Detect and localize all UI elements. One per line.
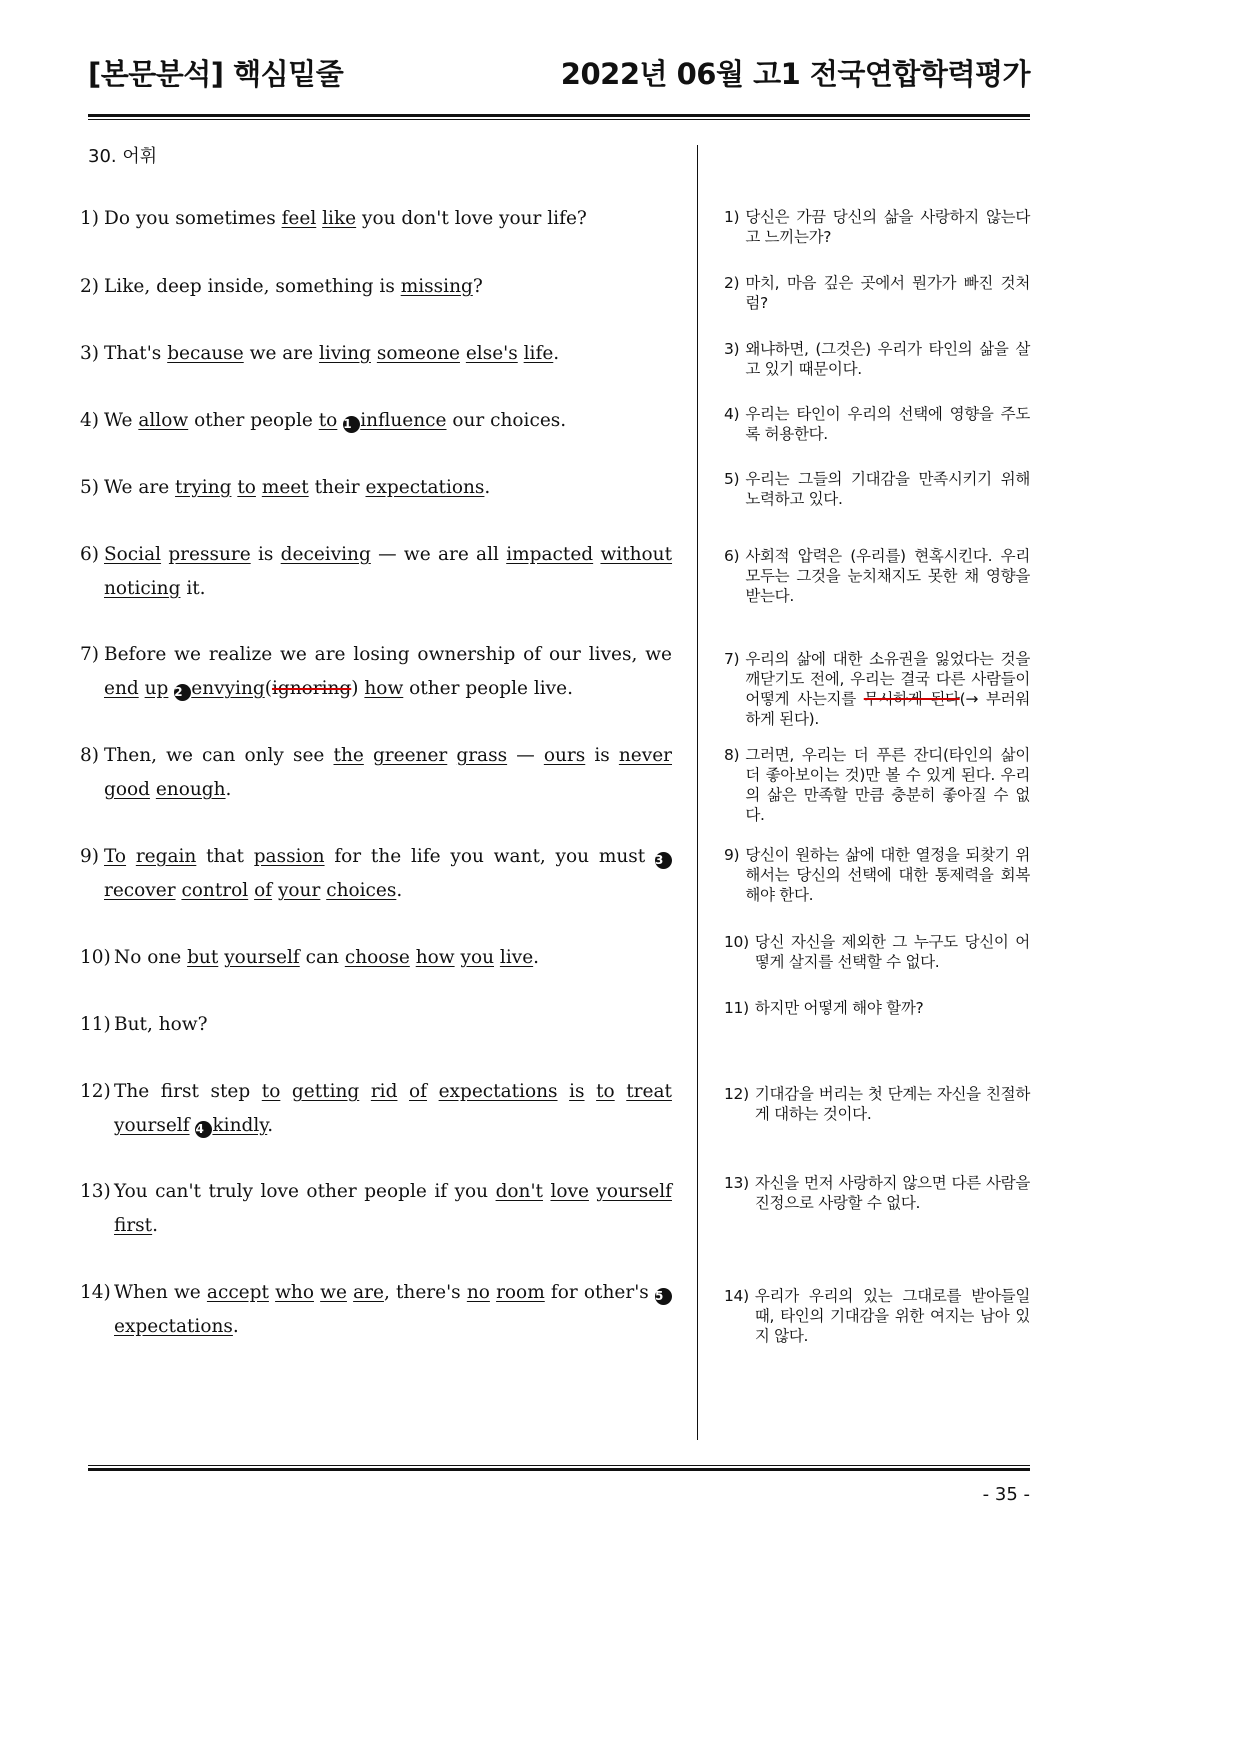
header-rule-thick: [88, 114, 1030, 117]
translation-number: 12): [724, 1085, 749, 1103]
text-segment: [585, 1081, 597, 1102]
sentence-number: 10): [80, 947, 111, 968]
underlined-word: someone: [376, 343, 460, 364]
underlined-word: because: [167, 343, 244, 364]
sentence-number: 9): [80, 846, 99, 867]
underlined-word: influence: [360, 410, 447, 431]
text-segment: other people: [188, 410, 319, 431]
english-sentence: [80, 404, 672, 438]
underlined-word: greener: [372, 745, 448, 766]
text-segment: We: [104, 410, 139, 431]
underlined-word: good: [104, 779, 150, 800]
translation-text: [745, 404, 1030, 444]
text-segment: —: [507, 745, 544, 766]
text-segment: Do you sometimes: [104, 208, 282, 229]
underlined-word: expectations: [365, 477, 485, 498]
text-segment: can: [299, 947, 345, 968]
translation-number: 2): [724, 274, 740, 292]
translation-row: [724, 998, 1030, 1018]
english-sentence: [80, 840, 672, 908]
korean-translation: [724, 546, 1030, 606]
text-segment: 왜냐하면, (그것은) 우리가 타인의 삶을 살고 있기 때문이다.: [745, 340, 1030, 378]
underlined-word: regain: [135, 846, 197, 867]
underlined-word: end: [104, 678, 139, 699]
underlined-word: else's: [465, 343, 518, 364]
korean-translation: [724, 207, 1030, 247]
underlined-word: Social: [104, 544, 162, 565]
underlined-word: is: [569, 1081, 585, 1102]
underlined-word: To: [104, 846, 127, 867]
translation-number: 13): [724, 1174, 749, 1192]
sentence-number: 13): [80, 1181, 111, 1202]
text-segment: You can't truly love other people if you: [114, 1181, 496, 1202]
sentence-number: 12): [80, 1081, 111, 1102]
underlined-word: who: [275, 1282, 314, 1303]
underlined-word: yourself: [596, 1181, 672, 1202]
sentence-number: 8): [80, 745, 99, 766]
text-segment: 당신은 가끔 당신의 삶을 사랑하지 않는다고 느끼는가?: [745, 208, 1030, 246]
underlined-word: choices: [326, 880, 397, 901]
translation-text: [745, 207, 1030, 247]
text-segment: is: [250, 544, 281, 565]
translation-text: [745, 546, 1030, 606]
translation-row: [724, 1084, 1030, 1124]
english-sentence: [80, 471, 672, 505]
text-segment: for other's: [544, 1282, 655, 1303]
text-segment: .: [533, 947, 540, 968]
text-segment: [615, 1081, 627, 1102]
text-segment: 우리는 타인이 우리의 선택에 영향을 주도록 허용한다.: [745, 405, 1030, 443]
text-segment: 그러면, 우리는 더 푸른 잔디(타인의 삶이 더 좋아보이는 것)만 볼 수 있게 된다. 우리의 삶은 만족할 만큼 충분히 좋아질 수 없다.: [745, 746, 1030, 824]
underlined-word: no: [466, 1282, 490, 1303]
translation-row: [724, 546, 1030, 606]
text-segment: .: [484, 477, 491, 498]
text-segment: [359, 1081, 371, 1102]
text-segment: it.: [180, 578, 206, 599]
underlined-word: passion: [253, 846, 325, 867]
translation-text: [745, 745, 1030, 825]
circled-number-5-icon: 5: [655, 1288, 672, 1305]
text-segment: Like, deep inside, something is: [104, 276, 401, 297]
underlined-word: treat: [626, 1081, 672, 1102]
korean-translation: [724, 1084, 1030, 1124]
underlined-word: pressure: [168, 544, 251, 565]
underlined-word: deceiving: [280, 544, 371, 565]
underlined-word: getting: [291, 1081, 360, 1102]
text-segment: their: [308, 477, 366, 498]
text-segment: .: [267, 1115, 274, 1136]
text-segment: The first step: [114, 1081, 262, 1102]
circled-number-3-icon: 3: [655, 852, 672, 869]
underlined-word: expectations: [114, 1316, 233, 1337]
underlined-word: yourself: [114, 1115, 190, 1136]
text-segment: (→ 부러워하게 된다).: [745, 690, 1030, 728]
translation-row: [724, 1286, 1030, 1346]
translation-number: 1): [724, 208, 740, 226]
text-segment: But, how?: [114, 1014, 208, 1035]
translation-number: 4): [724, 405, 740, 423]
translation-text: [745, 649, 1030, 729]
translation-row: [724, 932, 1030, 972]
text-segment: 당신이 원하는 삶에 대한 열정을 되찾기 위해서는 당신의 선택에 대한 통제력을 회복해야 한다.: [745, 846, 1030, 904]
underlined-word: to: [261, 1081, 281, 1102]
sentence-number: 5): [80, 477, 99, 498]
translation-row: [724, 404, 1030, 444]
text-segment: Then, we can only see: [104, 745, 334, 766]
underlined-word: kindly: [212, 1115, 268, 1136]
text-segment: (: [264, 678, 272, 699]
question-title: 30. 어휘: [88, 146, 158, 167]
underlined-word: how: [415, 947, 455, 968]
text-segment: No one: [114, 947, 188, 968]
translation-text: [755, 1084, 1030, 1124]
text-segment: — we are all: [370, 544, 507, 565]
korean-translation: [724, 845, 1030, 905]
underlined-word: enough: [155, 779, 226, 800]
underlined-word: of: [254, 880, 273, 901]
korean-translation: [724, 339, 1030, 379]
korean-translation: [724, 745, 1030, 825]
english-sentence: [80, 538, 672, 606]
underlined-word: of: [409, 1081, 428, 1102]
page-number: - 35 -: [982, 1484, 1030, 1505]
underlined-word: the: [333, 745, 364, 766]
text-segment: 기대감을 버리는 첫 단계는 자신을 친절하게 대하는 것이다.: [754, 1085, 1030, 1123]
translation-number: 6): [724, 547, 740, 565]
text-segment: , there's: [383, 1282, 467, 1303]
underlined-word: envying: [191, 678, 265, 699]
text-segment: We are: [104, 477, 176, 498]
underlined-word: expectations: [438, 1081, 558, 1102]
sentence-number: 11): [80, 1014, 111, 1035]
footer-rule-thin: [88, 1465, 1030, 1466]
text-segment: you don't love your life?: [356, 208, 587, 229]
text-segment: .: [232, 1316, 239, 1337]
underlined-word: your: [277, 880, 321, 901]
translation-text: [745, 845, 1030, 905]
english-sentence: [80, 1008, 672, 1042]
underlined-word: trying: [175, 477, 232, 498]
text-segment: for the life you want, you must: [324, 846, 655, 867]
circled-number-2-icon: 2: [174, 684, 191, 701]
english-sentence: [80, 337, 672, 371]
korean-translation: [724, 998, 1030, 1018]
korean-translation: [724, 404, 1030, 444]
underlined-word: recover: [104, 880, 176, 901]
underlined-word: accept: [206, 1282, 269, 1303]
page-header: [88, 52, 1030, 102]
sentence-number: 1): [80, 208, 99, 229]
header-left-title: [본문분석] 핵심밑줄: [88, 57, 344, 91]
underlined-word: how: [364, 678, 404, 699]
english-sentence: [80, 739, 672, 807]
underlined-word: like: [322, 208, 357, 229]
underlined-word: choose: [344, 947, 410, 968]
english-sentence: [80, 270, 672, 304]
header-rule-thin: [88, 119, 1030, 120]
underlined-word: to: [318, 410, 338, 431]
underlined-word: grass: [456, 745, 508, 766]
translation-text: [745, 273, 1030, 313]
text-segment: 당신 자신을 제외한 그 누구도 당신이 어떻게 살지를 선택할 수 없다.: [754, 933, 1030, 971]
underlined-word: yourself: [224, 947, 300, 968]
translation-row: [724, 845, 1030, 905]
header-right-title: 2022년 06월 고1 전국연합학력평가: [560, 57, 1030, 91]
translation-row: [724, 469, 1030, 509]
english-sentence: [80, 1276, 672, 1344]
underlined-word: live: [499, 947, 534, 968]
underlined-word: without: [600, 544, 673, 565]
text-segment: [364, 745, 373, 766]
underlined-word: control: [181, 880, 249, 901]
underlined-word: you: [460, 947, 495, 968]
translation-number: 7): [724, 650, 740, 668]
text-segment: is: [585, 745, 619, 766]
translation-text: [755, 1286, 1030, 1346]
struck-text: ignoring: [271, 678, 352, 699]
text-segment: 자신을 먼저 사랑하지 않으면 다른 사람을 진정으로 사랑할 수 없다.: [754, 1174, 1030, 1212]
translation-number: 11): [724, 999, 749, 1017]
underlined-word: to: [237, 477, 256, 498]
english-sentence: [80, 941, 672, 975]
text-segment: ): [351, 678, 365, 699]
sentence-number: 3): [80, 343, 99, 364]
translation-number: 5): [724, 470, 740, 488]
korean-translation: [724, 649, 1030, 729]
underlined-word: allow: [138, 410, 189, 431]
underlined-word: life: [523, 343, 554, 364]
circled-number-4-icon: 4: [195, 1121, 212, 1138]
sentence-number: 14): [80, 1282, 111, 1303]
text-segment: [558, 1081, 570, 1102]
underlined-word: missing: [400, 276, 473, 297]
translation-number: 10): [724, 933, 749, 951]
translation-number: 8): [724, 746, 740, 764]
text-segment: 마치, 마음 깊은 곳에서 뭔가가 빠진 것처럼?: [745, 274, 1030, 312]
text-segment: 우리가 우리의 있는 그대로를 받아들일 때, 타인의 기대감을 위한 여지는 남아 있지 않다.: [754, 1287, 1030, 1345]
english-sentence: [80, 202, 672, 236]
sentence-number: 2): [80, 276, 99, 297]
translation-row: [724, 273, 1030, 313]
underlined-word: noticing: [104, 578, 181, 599]
underlined-word: rid: [370, 1081, 398, 1102]
text-segment: [447, 745, 456, 766]
text-segment: we are: [243, 343, 319, 364]
underlined-word: to: [596, 1081, 615, 1102]
korean-translation: [724, 273, 1030, 313]
text-segment: other people live.: [403, 678, 573, 699]
translation-text: [755, 932, 1030, 972]
korean-translation: [724, 1286, 1030, 1346]
english-sentence: [80, 638, 672, 706]
english-sentence: [80, 1175, 672, 1243]
text-segment: .: [152, 1215, 159, 1236]
underlined-word: love: [550, 1181, 589, 1202]
column-divider: [697, 145, 698, 1440]
underlined-word: living: [318, 343, 371, 364]
underlined-word: up: [144, 678, 169, 699]
text-segment: That's: [104, 343, 168, 364]
translation-text: [745, 469, 1030, 509]
text-segment: that: [196, 846, 254, 867]
underlined-word: meet: [261, 477, 309, 498]
text-segment: [427, 1081, 439, 1102]
translation-row: [724, 745, 1030, 825]
korean-translation: [724, 1173, 1030, 1213]
text-segment: [126, 846, 136, 867]
text-segment: 사회적 압력은 (우리를) 현혹시킨다. 우리 모두는 그것을 눈치채지도 못한 채 영향을 받는다.: [745, 547, 1030, 605]
text-segment: When we: [114, 1282, 207, 1303]
translation-number: 9): [724, 846, 740, 864]
korean-translation: [724, 469, 1030, 509]
korean-translation: [724, 932, 1030, 972]
text-segment: Before we realize we are losing ownership of our lives, we: [104, 644, 672, 665]
translation-row: [724, 1173, 1030, 1213]
text-segment: 우리의 삶에 대한 소유권을 잃었다는 것을 깨닫기도 전에, 우리는 결국 다른 사람들이 어떻게 사는지를: [745, 650, 1030, 708]
underlined-word: impacted: [506, 544, 594, 565]
translation-row: [724, 339, 1030, 379]
text-segment: .: [396, 880, 403, 901]
underlined-word: we: [320, 1282, 347, 1303]
translation-text: [745, 339, 1030, 379]
text-segment: 우리는 그들의 기대감을 만족시키기 위해 노력하고 있다.: [745, 470, 1030, 508]
translation-text: [755, 1173, 1030, 1213]
underlined-word: don't: [495, 1181, 543, 1202]
translation-number: 14): [724, 1287, 749, 1305]
sentence-number: 6): [80, 544, 99, 565]
text-segment: ?: [472, 276, 483, 297]
translation-text: [755, 998, 1030, 1018]
translation-number: 3): [724, 340, 740, 358]
text-segment: [397, 1081, 409, 1102]
circled-number-1-icon: 1: [343, 416, 360, 433]
english-sentence: [80, 1075, 672, 1143]
underlined-word: are: [353, 1282, 384, 1303]
struck-text: 무시하게 된다: [863, 690, 960, 708]
translation-row: [724, 649, 1030, 729]
translation-row: [724, 207, 1030, 247]
sentence-number: 7): [80, 644, 99, 665]
text-segment: our choices.: [446, 410, 567, 431]
footer-rule-thick: [88, 1468, 1030, 1471]
text-segment: .: [225, 779, 232, 800]
underlined-word: ours: [543, 745, 586, 766]
text-segment: [280, 1081, 292, 1102]
text-segment: 하지만 어떻게 해야 할까?: [754, 999, 924, 1017]
sentence-number: 4): [80, 410, 99, 431]
underlined-word: but: [187, 947, 219, 968]
underlined-word: feel: [281, 208, 317, 229]
underlined-word: never: [618, 745, 672, 766]
text-segment: .: [553, 343, 560, 364]
underlined-word: room: [496, 1282, 545, 1303]
underlined-word: first: [114, 1215, 153, 1236]
